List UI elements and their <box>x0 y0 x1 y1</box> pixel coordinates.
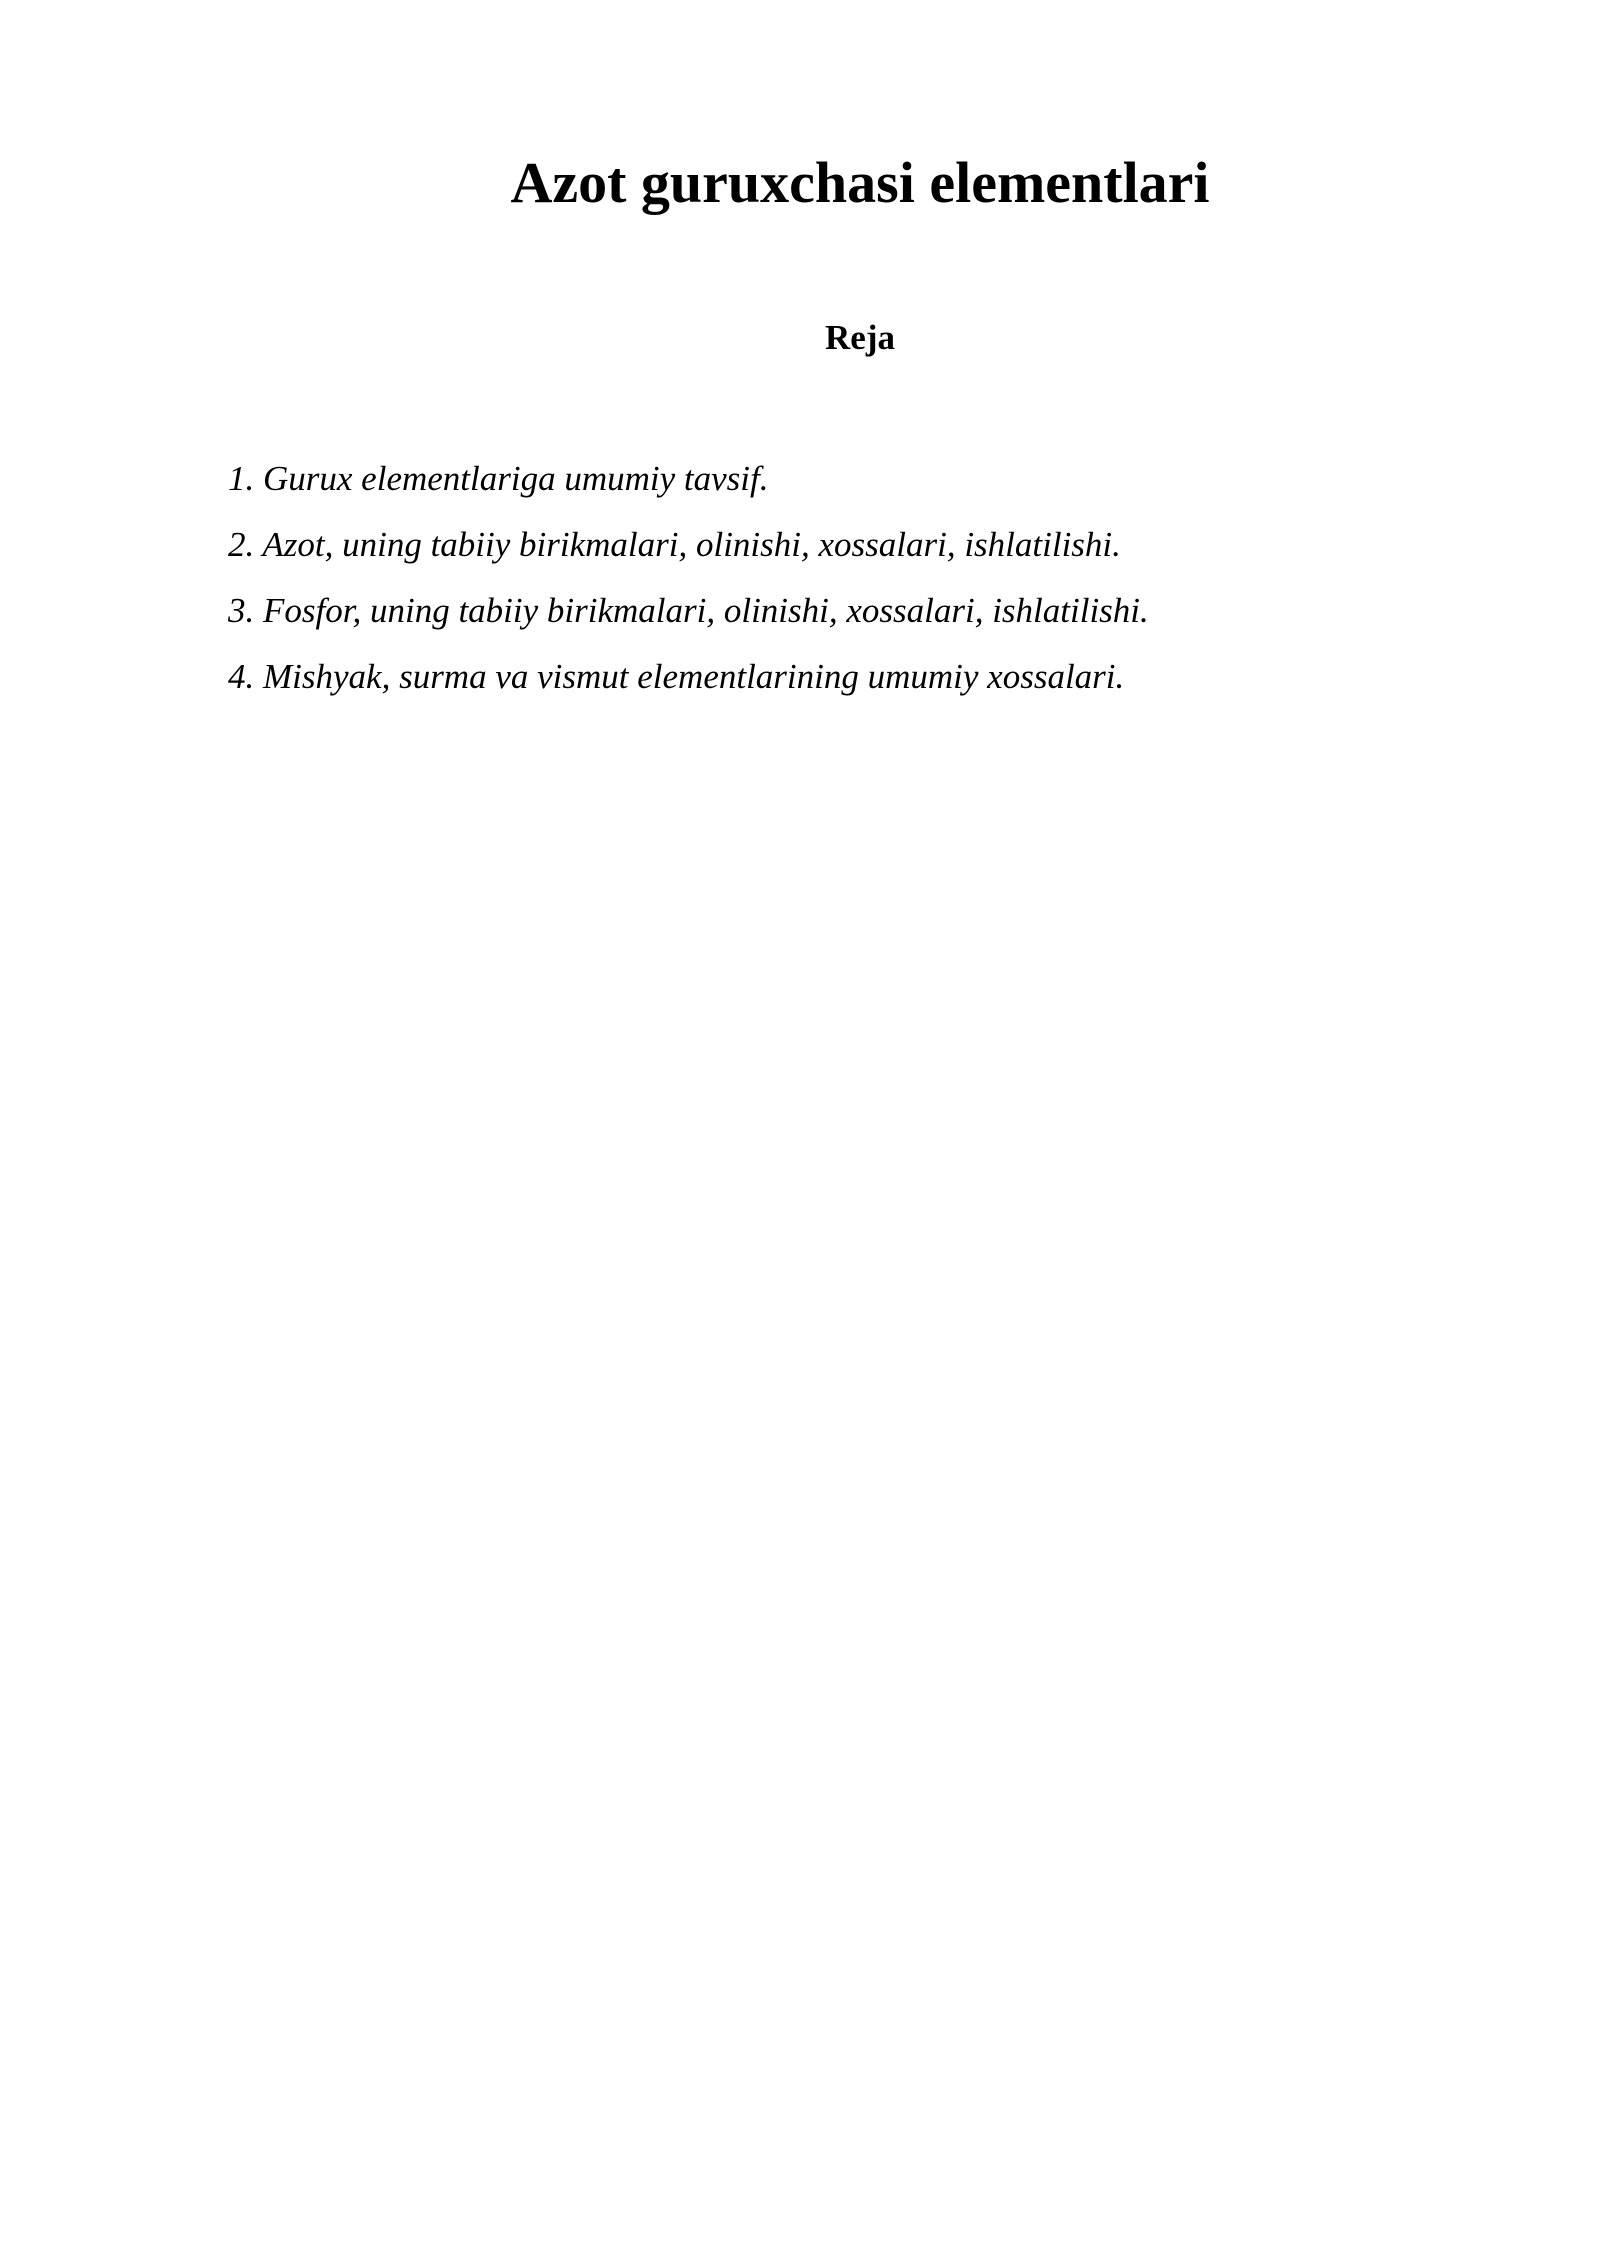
document-title: Azot guruxchasi elementlari <box>510 150 1210 215</box>
plan-item-2: 2. Azot, uning tabiiy birikmalari, olinishi, xossalari, ishlatilishi. <box>228 525 1121 564</box>
plan-list <box>228 446 1149 710</box>
plan-item-1: 1. Gurux elementlariga umumiy tavsif. <box>228 459 769 498</box>
plan-item-4: 4. Mishyak, surma va vismut elementlarining umumiy xossalari. <box>228 657 1125 696</box>
plan-item-3: 3. Fosfor, uning tabiiy birikmalari, olinishi, xossalari, ishlatilishi. <box>228 591 1149 630</box>
plan-heading: Reja <box>825 318 895 357</box>
